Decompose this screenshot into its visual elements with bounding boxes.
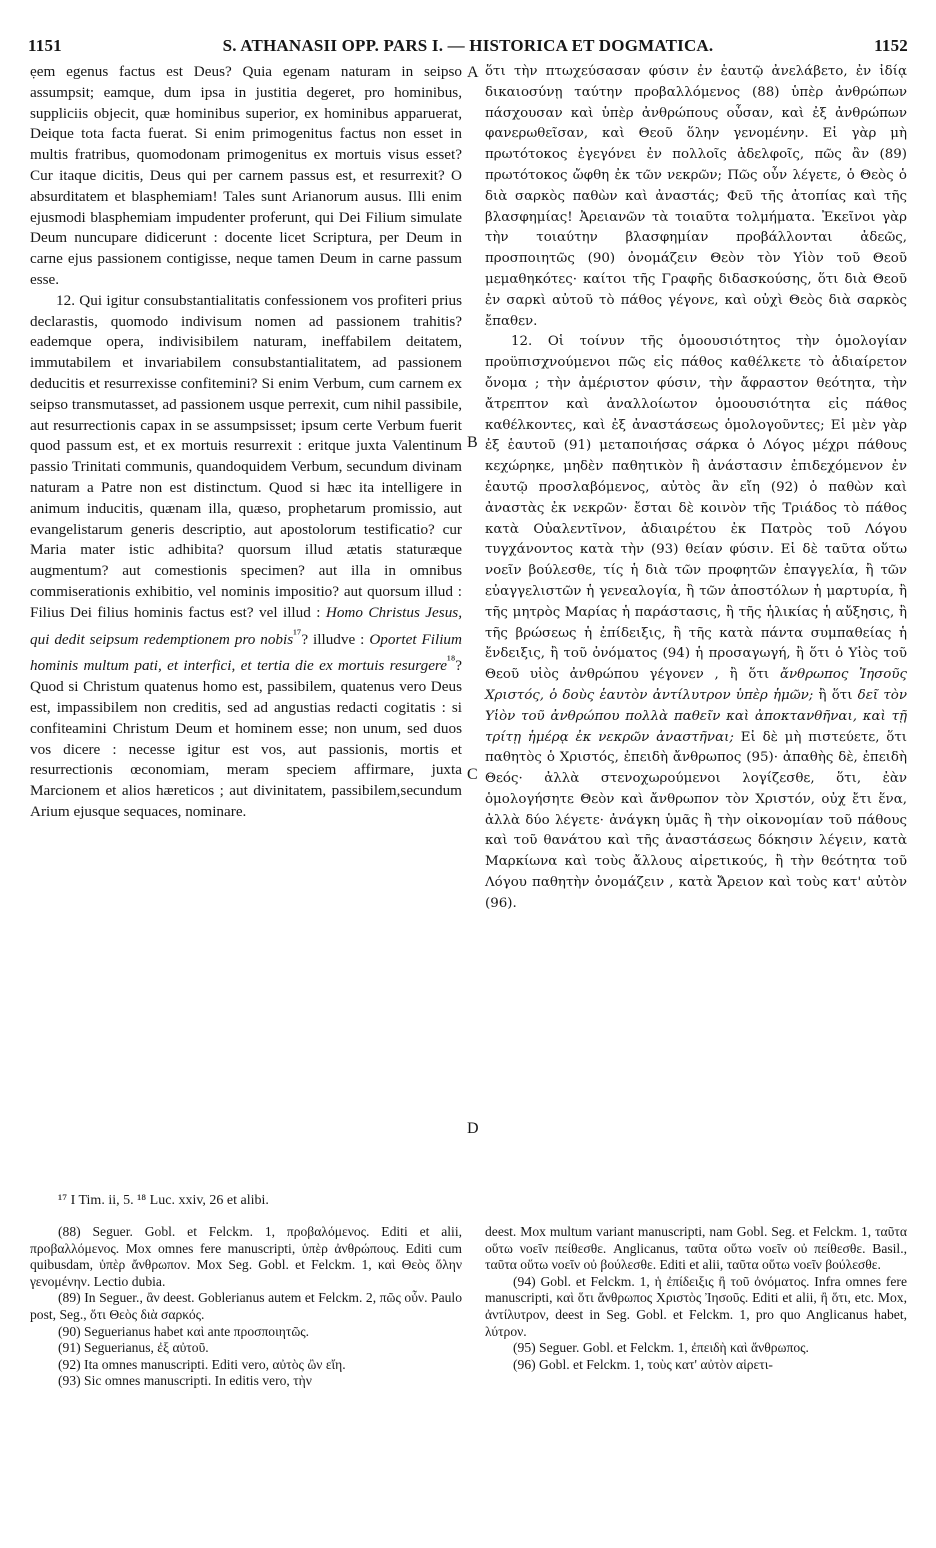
- page-number-left: 1151: [28, 36, 62, 55]
- latin-footnote-ref-17: ¹⁷: [293, 626, 302, 641]
- latin-p2-text-c: ? Quod si Christum quatenus homo est, passibilem, quatenus vero Deus est, impassibilem non creditis, sed ad angustias redacti cogitatis : si confiteamini Christum Deum et hominem esse; non unum, sed duos vos dicere : necesse igitur est vos, aut passionis, mortis et resurrectionis œconomiam, meram speciem affirmare, juxta Marcionem et alios hæreticos ; aut divinitatem, passibilem,secundum Arium ejusque sequaces, nominare.: [30, 657, 462, 821]
- footnote-96: (96) Gobl. et Felckm. 1, τοὺς κατ' αὐτὸν αἱρετι-: [513, 1356, 773, 1372]
- margin-letter-c: C: [467, 766, 478, 783]
- greek-p2-text-c: Εἰ δὲ μὴ πιστεύετε, ὅτι παθητὸς ὁ Χριστός, ἐπειδὴ ἄνθρωπος (95)· ἀπαθὴς δὲ, ἐπειδὴ Θεός· ἀλλὰ στενοχωρούμενοι λογίζεσθε, ὅτι, ἐὰν ὁμολογήσητε Θεὸν καὶ ἄνθρωπον τὸν Χριστόν, οὐχ ἔτι ἕνα, ἀλλὰ δύο λέγετε· ἀνάγκη ὑμᾶς ἢ τὴν οἰκονομίαν τοῦ πάθους καὶ τοῦ θανάτου καὶ τῆς ἀναστάσεως δόκησιν λέγειν, κατὰ Μαρκίωνα καὶ τοὺς ἄλλους αἱρετικούς, ἢ τὴν θεότητα τοῦ Λόγου παθητὴν ὀνομάζειν , κατὰ Ἄρειον καὶ τοὺς κατ' αὐτὸν (96).: [485, 729, 908, 911]
- running-header: [28, 36, 908, 56]
- latin-p2-text-a: 12. Qui igitur consubstantialitatis confessionem vos profiteri prius declarastis, quomodo indivisum nomen ad passionem trahitis? eademque opera, indivisibilem naturam, ineffabilem deitatem, immutabilem et invariabilem consubstantialitatem, ad passionem deducitis et resurrexisse confitemini? Si enim Verbum, cum carnem ex seipso transmutasset, ad passionem usque perrexit, cum nihil passibile, aut resurrectionis capax in se assumpsisset; ipsum certe Verbum fuerit quod passum est, et ex mortuis resurrexit : eritque juxta Valentinum passio Trinitati communis, quandoquidem Verbum, secundum divinam naturam a Patre non est distinctum. Quod si hæc ita intelligere in animum inducitis, quænam illa, quæso, prophetarum promissio, aut evangelistarum generis descriptio, aut apostolorum testificatio? cur Maria mater istic adhibita? quorsum illud ætatis staturæque augmentum? aut comestionis specimen? aut illa in omnibus commiserationis exhibitio, vel nominis impositio? aut quorsum illud : Filius Dei filius hominis factus est? vel illud :: [30, 291, 462, 621]
- greek-quote-2: δεῖ τὸν Υἱὸν τοῦ ἀνθρώπου πολλὰ παθεῖν καὶ ἀποκτανθῆναι, καὶ τῇ τρίτῃ ἡμέρᾳ ἐκ νεκρῶν ἀναστῆναι;: [485, 687, 907, 745]
- latin-quote-1: Homo Christus Jesus, qui dedit seipsum redemptionem pro nobis: [30, 603, 462, 648]
- footnote-90: (90) Seguerianus habet καὶ ante προσποιητῶς.: [58, 1323, 310, 1339]
- latin-p2-text-b: ? illudve :: [301, 630, 370, 648]
- footnote-93: (93) Sic omnes manuscripti. In editis vero, τὴν: [58, 1373, 312, 1389]
- footnotes-right: [485, 1224, 907, 1373]
- page-number-right: 1152: [874, 36, 908, 55]
- latin-paragraph-2: [30, 291, 462, 823]
- footnotes-left: [30, 1224, 462, 1390]
- footnote-89: (89) In Seguer., ἂν deest. Goblerianus autem et Felckm. 2, πῶς οὖν. Paulo post, Seg., ὅτι Θεὸς διὰ σαρκός.: [30, 1290, 462, 1322]
- footnote-92: (92) Ita omnes manuscripti. Editi vero, αὐτὸς ὢν εἴη.: [58, 1356, 346, 1372]
- latin-paragraph-1: ẹem egenus factus est Deus? Quia egenam naturam in seipso assumpsit; eamque, dum ipsa in justitia degeret, pro hominibus, suppliciis objecit, quæ hominibus superior, ex hominibus apparuerat, Deique tota facta fuerat. Si enim primogenitus factus non esset in multis fratribus, quomodonam primogenitus ex mortuis visus esset? Cur itaque dicitis, Deus qui per carnem passus est, et resurrexit? O absurditatem et blasphemiam! Tales sunt Arianorum ausus. Illi enim ejusmodi blasphemiam impudenter proferunt, qui Dei Filium simulate Deum nuncupare didicerunt : docente licet Scriptura, per Deum in carne ejus passionem contigisse, neque tamen Deum in carne passum esse.: [30, 63, 462, 288]
- greek-paragraph-2: [485, 332, 907, 914]
- greek-p2-text-b: ἢ ὅτι: [813, 687, 858, 703]
- greek-paragraph-1: ὅτι τὴν πτωχεύσασαν φύσιν ἐν ἑαυτῷ ἀνελάβετο, ἐν ἰδίᾳ δικαιοσύνῃ ταύτην προβαλλόμενος (88) ὑπὲρ ἀνθρώπων πάσχουσαν καὶ ὑπὲρ ἀνθρώπους οὖσαν, καὶ ἐξ ἀνθρώπων φανερωθεῖσαν, καὶ Θεοῦ ὅλην γενομένην. Εἰ γὰρ μὴ πρωτότοκος ἐγεγόνει ἐν πολλοῖς ἀδελφοῖς, πῶς ἂν (89) πρωτότοκος ὤφθη ἐκ τῶν νεκρῶν; Πῶς οὖν λέγετε, ὁ Θεὸς ὁ διὰ σαρκὸς παθὼν καὶ ἀναστάς; Φεῦ τῆς ἀτοπίας καὶ τῆς βλασφημίας! Ἀρειανῶν τὰ τοιαῦτα τολμήματα. Ἐκεῖνοι γὰρ τὴν τοιαύτην βλασφημίαν προβάλλονται ἀδεῶς, προσποιητῶς (90) ὀνομάζειν Θεὸν τὸν Υἱὸν τοῦ Θεοῦ μεμαθηκότες· καίτοι τῆς Γραφῆς διδασκούσης, ὅτι διὰ Θεοῦ ἐν σαρκὶ αὐτοῦ τὸ πάθος γέγονε, καὶ οὐχὶ Θεὸς διὰ σαρκὸς ἔπαθεν.: [485, 64, 907, 329]
- greek-column: [485, 62, 907, 915]
- running-title: S. ATHANASII OPP. PARS I. — HISTORICA ET DOGMATICA.: [222, 36, 714, 55]
- margin-letter-a: A: [467, 64, 479, 81]
- scripture-references: ¹⁷ I Tim. ii, 5. ¹⁸ Luc. xxiv, 26 et alibi.: [58, 1193, 269, 1208]
- footnote-94: (94) Gobl. et Felckm. 1, ἡ ἐπίδειξις ἢ τοῦ ὀνόματος. Infra omnes fere manuscripti, καὶ ὅτι ἄνθρωπος Χριστὸς Ἰησοῦς. Editi et alii, ἢ ὅτι, etc. Mox, ἀντίλυτρον, deest in Seg. Gobl. et Felckm. 1, pro quo Anglicanus habet, λύτρον.: [485, 1273, 907, 1339]
- latin-column: [30, 62, 462, 823]
- margin-letter-b: B: [467, 434, 478, 451]
- latin-quote-2: Oportet Filium hominis multum pati, et interfici, et tertia die ex mortuis resurgere: [30, 630, 462, 675]
- footnote-88: (88) Seguer. Gobl. et Felckm. 1, προβαλόμενος. Editi et alii, προβαλλόμενος. Mox omnes fere manuscripti, ὑπὲρ ἀνθρώπους. Editi cum quibusdam, ὑπὲρ ἄνθρωπον. Mox Seg. Gobl. et Felckm. 1, καὶ Θεὸς ὅλην γενομένην. Lectio dubia.: [30, 1224, 462, 1289]
- greek-quote-1: ἄνθρωπος Ἰησοῦς Χριστός, ὁ δοὺς ἑαυτὸν ἀντίλυτρον ὑπὲρ ἡμῶν;: [485, 667, 907, 703]
- greek-p2-text-a: 12. Οἱ τοίνυν τῆς ὁμοουσιότητος τὴν ὁμολογίαν προϋπισχνούμενοι πῶς εἰς πάθος καθέλκετε τὸ ἀδιαίρετον ὄνομα ; τὴν ἀμέριστον φύσιν, τὴν ἄφραστον θεότητα, τὴν ἄτρεπτον καὶ ἀναλλοίωτον ὁμοουσιότητα εἰς πάθος καθέλκοντες, καὶ ἐξ ἀναστάσεως ὁμολογοῦντες; Εἰ μὲν γὰρ ἐξ ἑαυτοῦ (91) μεταποιήσας σάρκα ὁ Λόγος μέχρι πάθους κεχώρηκε, μηδὲν παθητικὸν ἢ ἀνάστασιν ἐπιδεχόμενον ἐν ἑαυτῷ προσλαβόμενος, αὐτὸς ἂν εἴη (92) ὁ παθὼν καὶ ἀναστὰς ἐκ νεκρῶν· ἔσται δὲ κοινὸν τῆς Τριάδος τὸ πάθος κατὰ Οὐαλεντῖνον, ἀδιαιρέτου ἐκ Πατρὸς τοῦ Λόγου τυγχάνοντος κατὰ τὴν (93) θείαν φύσιν. Εἰ δὲ ταῦτα οὕτω νοεῖν βούλεσθε, τίς ἡ διὰ τῶν προφητῶν ἐπαγγελία, ἢ τῶν εὐαγγελιστῶν ἡ γενεαλογία, ἢ τῶν ἀποστόλων ἡ μαρτυρία, ἢ τῆς μητρὸς Μαρίας ἡ παράστασις, ἢ τῆς ἡλικίας ἡ αὔξησις, ἢ τῆς βρώσεως ἡ ἐπίδειξις, ἢ τῆς κατὰ πάντα συμπαθείας ἡ ἔνδειξις, ἢ τοῦ ὀνόματος (94) ἡ προσαγωγή, ἢ ὅτι ὁ Υἱὸς τοῦ Θεοῦ υἱὸς ἀνθρώπου γέγονεν , ἢ ὅτι: [485, 334, 907, 683]
- latin-footnote-ref-18: ¹⁸: [447, 653, 456, 668]
- footnote-91: (91) Seguerianus, ἐξ αὐτοῦ.: [58, 1340, 209, 1356]
- footnote-93-continued: deest. Mox multum variant manuscripti, nam Gobl. Seg. et Felckm. 1, ταῦτα οὕτω νοεῖν πείθεσθε. Anglicanus, ταῦτα οὕτω νοεῖν οὐ πείθεσθε. Basil., ταῦτα οὕτω νοεῖν οὐ βούλεσθε. Editi et alii, ταῦτα οὕτω νοεῖν βούλεσθε.: [485, 1224, 907, 1273]
- footnote-95: (95) Seguer. Gobl. et Felckm. 1, ἐπειδὴ καὶ ἄνθρωπος.: [513, 1340, 809, 1356]
- margin-letter-d: D: [467, 1120, 479, 1137]
